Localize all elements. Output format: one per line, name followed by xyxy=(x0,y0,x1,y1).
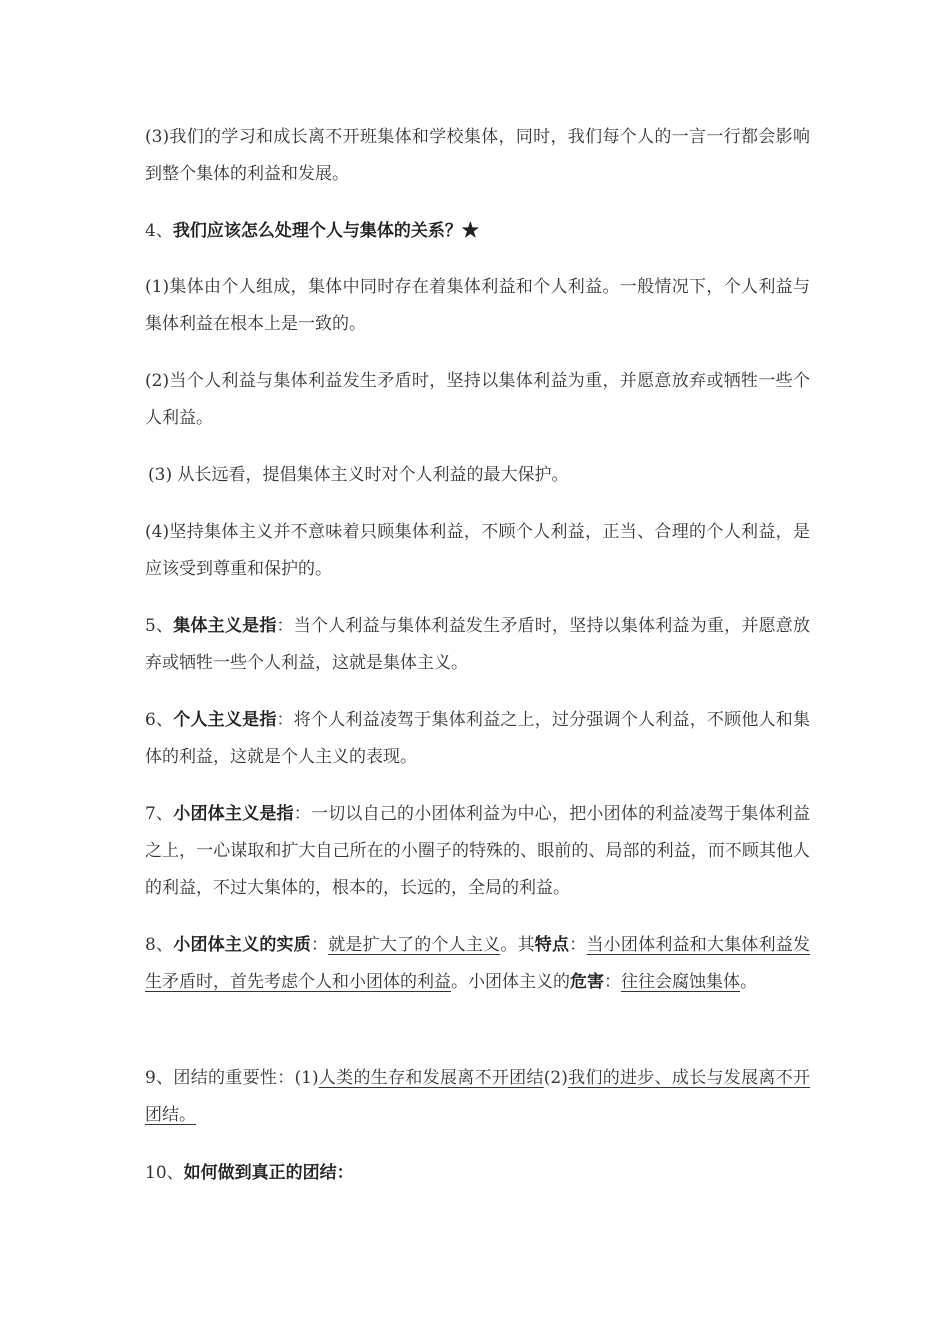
paragraph-text: 9、团结的重要性：(1) xyxy=(145,1068,319,1088)
paragraph-9 xyxy=(145,1060,810,1134)
item-number: 7、 xyxy=(145,804,174,824)
paragraph-6 xyxy=(145,702,810,776)
term-harm: 危害 xyxy=(570,972,604,992)
paragraph-4-2 xyxy=(145,363,810,437)
heading-question-10 xyxy=(145,1155,810,1192)
heading-text: 我们应该怎么处理个人与集体的关系？★ xyxy=(172,221,479,241)
paragraph-text: ：当个人利益与集体利益发生矛盾时，坚持以集体利益为重，并愿意放弃或牺牲一些个人利益，这就是集体主义。 xyxy=(145,616,810,673)
underlined-feature: 当小团体利益和大集体利益发生矛盾时，首先考虑个人和小团体的利益 xyxy=(145,935,811,992)
item-number: 5、 xyxy=(145,616,174,636)
separator: ： xyxy=(604,972,621,992)
text-fragment: 。小团体主义的 xyxy=(451,972,570,992)
item-number: 4、 xyxy=(145,221,173,241)
paragraph-4-4 xyxy=(145,514,810,588)
paragraph-text: (1)集体由个人组成，集体中同时存在着集体利益和个人利益。一般情况下，个人利益与集体利益在根本上是一致的。 xyxy=(145,277,810,334)
term-collectivism: 集体主义是指 xyxy=(173,616,277,636)
paragraph-4-3 xyxy=(148,457,813,494)
paragraph-text: ：一切以自己的小团体利益为中心，把小团体的利益凌驾于集体利益之上，一心谋取和扩大自己所在的小圈子的特殊的、眼前的、局部的利益，而不顾其他人的利益，不过大集体的，根本的，长远的，全局的利益。 xyxy=(145,804,811,898)
heading-question-4 xyxy=(145,213,810,250)
text-fragment: 。 xyxy=(740,972,757,992)
paragraph-7 xyxy=(145,796,810,907)
text-fragment: (2) xyxy=(543,1068,568,1088)
term-essence: 小团体主义的实质 xyxy=(173,935,311,955)
paragraph-5 xyxy=(145,608,810,682)
paragraph-3-3 xyxy=(145,119,810,193)
paragraph-text: (3) 从长远看，提倡集体主义时对个人利益的最大保护。 xyxy=(148,465,569,485)
term-individualism: 个人主义是指 xyxy=(173,710,277,730)
text-fragment: 。其 xyxy=(500,935,535,955)
paragraph-text: (4)坚持集体主义并不意味着只顾集体利益，不顾个人利益，正当、合理的个人利益，是应该受到尊重和保护的。 xyxy=(145,522,810,579)
paragraph-8 xyxy=(145,927,810,1001)
term-feature: 特点 xyxy=(534,935,570,955)
item-number: 10、 xyxy=(145,1163,184,1183)
item-number: 6、 xyxy=(145,710,174,730)
paragraph-text: ：将个人利益凌驾于集体利益之上，过分强调个人利益，不顾他人和集体的利益，这就是个人主义的表现。 xyxy=(145,710,810,767)
underlined-definition: 就是扩大了的个人主义 xyxy=(328,935,501,955)
underlined-harm: 往往会腐蚀集体 xyxy=(621,972,740,992)
item-number: 8、 xyxy=(145,935,174,955)
paragraph-text: (3)我们的学习和成长离不开班集体和学校集体，同时，我们每个人的一言一行都会影响到整个集体的利益和发展。 xyxy=(145,127,810,184)
separator: ： xyxy=(310,935,329,955)
term-small-group-ism: 小团体主义是指 xyxy=(173,804,294,824)
separator: ： xyxy=(569,935,587,955)
paragraph-text: (2)当个人利益与集体利益发生矛盾时，坚持以集体利益为重，并愿意放弃或牺牲一些个人利益。 xyxy=(145,371,810,428)
paragraph-4-1 xyxy=(145,269,810,343)
heading-text: 如何做到真正的团结： xyxy=(183,1163,354,1183)
underlined-item-1: 人类的生存和发展离不开团结 xyxy=(318,1068,544,1088)
underlined-item-2: 我们的进步、成长与发展离不开团结。 xyxy=(145,1068,811,1125)
